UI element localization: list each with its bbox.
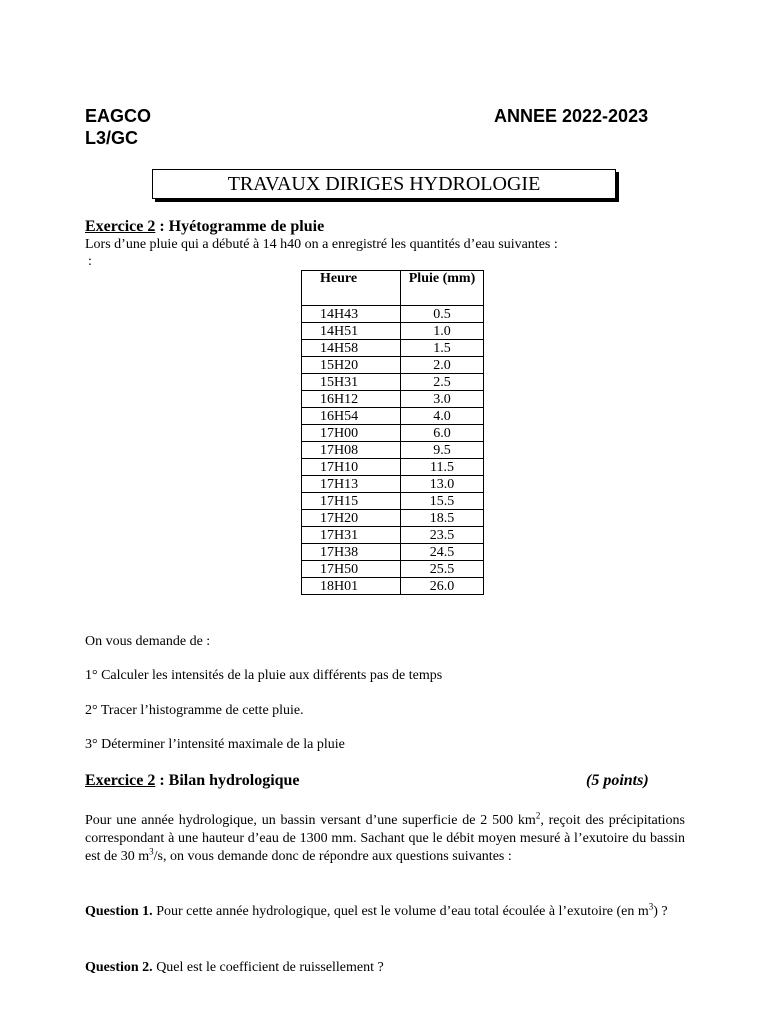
time-cell: 17H00 (302, 425, 401, 442)
exercise1-question1: 1° Calculer les intensités de la pluie aux différents pas de temps (85, 668, 443, 683)
table-row (302, 510, 484, 527)
para-part-a: Pour une année hydrologique, un bassin versant d’une superficie de 2 500 km (85, 813, 536, 828)
class-label: L3/GC (85, 128, 139, 148)
question2-text: Quel est le coefficient de ruissellement ? (152, 960, 384, 975)
exercise1-intro: Lors d’une pluie qui a débuté à 14 h40 on a enregistré les quantités d’eau suivantes : (85, 237, 558, 252)
time-cell: 17H13 (302, 476, 401, 493)
rain-cell: 23.5 (401, 527, 484, 544)
time-cell: 17H20 (302, 510, 401, 527)
exercise1-heading (85, 218, 324, 236)
column-header-pluie: Pluie (mm) (401, 271, 484, 306)
time-cell: 17H15 (302, 493, 401, 510)
table-row (302, 306, 484, 323)
rain-cell: 4.0 (401, 408, 484, 425)
rain-cell: 3.0 (401, 391, 484, 408)
time-cell: 14H43 (302, 306, 401, 323)
rain-cell: 25.5 (401, 561, 484, 578)
question1-text-b: ) ? (653, 904, 668, 919)
rain-cell: 2.5 (401, 374, 484, 391)
table-row (302, 527, 484, 544)
rain-table-body (302, 306, 484, 595)
para-part-c: /s, on vous demande donc de répondre aux questions suivantes : (153, 849, 512, 864)
exercise2-points: (5 points) (586, 772, 649, 789)
question1-text-a: Pour cette année hydrologique, quel est le volume d’eau total écoulée à l’exutoire (en m (152, 904, 649, 919)
para-part-b: , reçoit des précipitations correspondant à une hauteur d’eau de 1300 mm. Sachant que le débit moyen mesuré à l’exutoire du bassin est de 30 m (85, 813, 686, 864)
rain-cell: 18.5 (401, 510, 484, 527)
exercise1-label: Exercice 2 (85, 218, 156, 235)
exercise2-paragraph (85, 812, 685, 866)
rain-cell: 6.0 (401, 425, 484, 442)
exercise1-question3: 3° Déterminer l’intensité maximale de la pluie (85, 737, 345, 752)
column-header-heure: Heure (302, 271, 401, 306)
table-row (302, 323, 484, 340)
time-cell: 14H51 (302, 323, 401, 340)
rain-cell: 26.0 (401, 578, 484, 595)
exercise2-label: Exercice 2 (85, 772, 156, 789)
question2-label: Question 2. (85, 960, 153, 975)
academic-year: ANNEE 2022-2023 (494, 106, 649, 126)
time-cell: 17H38 (302, 544, 401, 561)
table-row (302, 459, 484, 476)
exercise2-question1 (85, 903, 685, 921)
time-cell: 17H10 (302, 459, 401, 476)
table-row (302, 340, 484, 357)
school-name: EAGCO (85, 106, 152, 126)
exercise2-heading (85, 772, 300, 790)
exercise1-ask: On vous demande de : (85, 634, 211, 649)
para-sup-1: 2 (535, 810, 541, 821)
rain-cell: 13.0 (401, 476, 484, 493)
table-row (302, 442, 484, 459)
table-row (302, 425, 484, 442)
time-cell: 15H31 (302, 374, 401, 391)
rain-cell: 1.5 (401, 340, 484, 357)
rain-table (301, 270, 484, 595)
rain-cell: 11.5 (401, 459, 484, 476)
rain-cell: 2.0 (401, 357, 484, 374)
table-row (302, 493, 484, 510)
question1-label: Question 1. (85, 904, 153, 919)
time-cell: 17H08 (302, 442, 401, 459)
table-row (302, 578, 484, 595)
time-cell: 18H01 (302, 578, 401, 595)
table-row (302, 476, 484, 493)
question1-sup: 3 (648, 901, 654, 912)
document-title: TRAVAUX DIRIGES HYDROLOGIE (152, 169, 616, 199)
rain-cell: 1.0 (401, 323, 484, 340)
time-cell: 15H20 (302, 357, 401, 374)
exercise2-question2 (85, 959, 685, 977)
rain-cell: 9.5 (401, 442, 484, 459)
table-header-row (302, 271, 484, 306)
time-cell: 17H50 (302, 561, 401, 578)
time-cell: 16H54 (302, 408, 401, 425)
exercise1-colon: : (88, 254, 92, 269)
rain-cell: 0.5 (401, 306, 484, 323)
rain-cell: 24.5 (401, 544, 484, 561)
exercise1-title: : Hyétogramme de pluie (155, 218, 325, 235)
exercise1-question2: 2° Tracer l’histogramme de cette pluie. (85, 703, 304, 718)
table-row (302, 408, 484, 425)
exercise2-title: : Bilan hydrologique (155, 772, 300, 789)
time-cell: 17H31 (302, 527, 401, 544)
time-cell: 14H58 (302, 340, 401, 357)
table-row (302, 561, 484, 578)
table-row (302, 374, 484, 391)
rain-cell: 15.5 (401, 493, 484, 510)
table-row (302, 544, 484, 561)
table-row (302, 357, 484, 374)
table-row (302, 391, 484, 408)
time-cell: 16H12 (302, 391, 401, 408)
para-sup-2: 3 (149, 846, 154, 857)
